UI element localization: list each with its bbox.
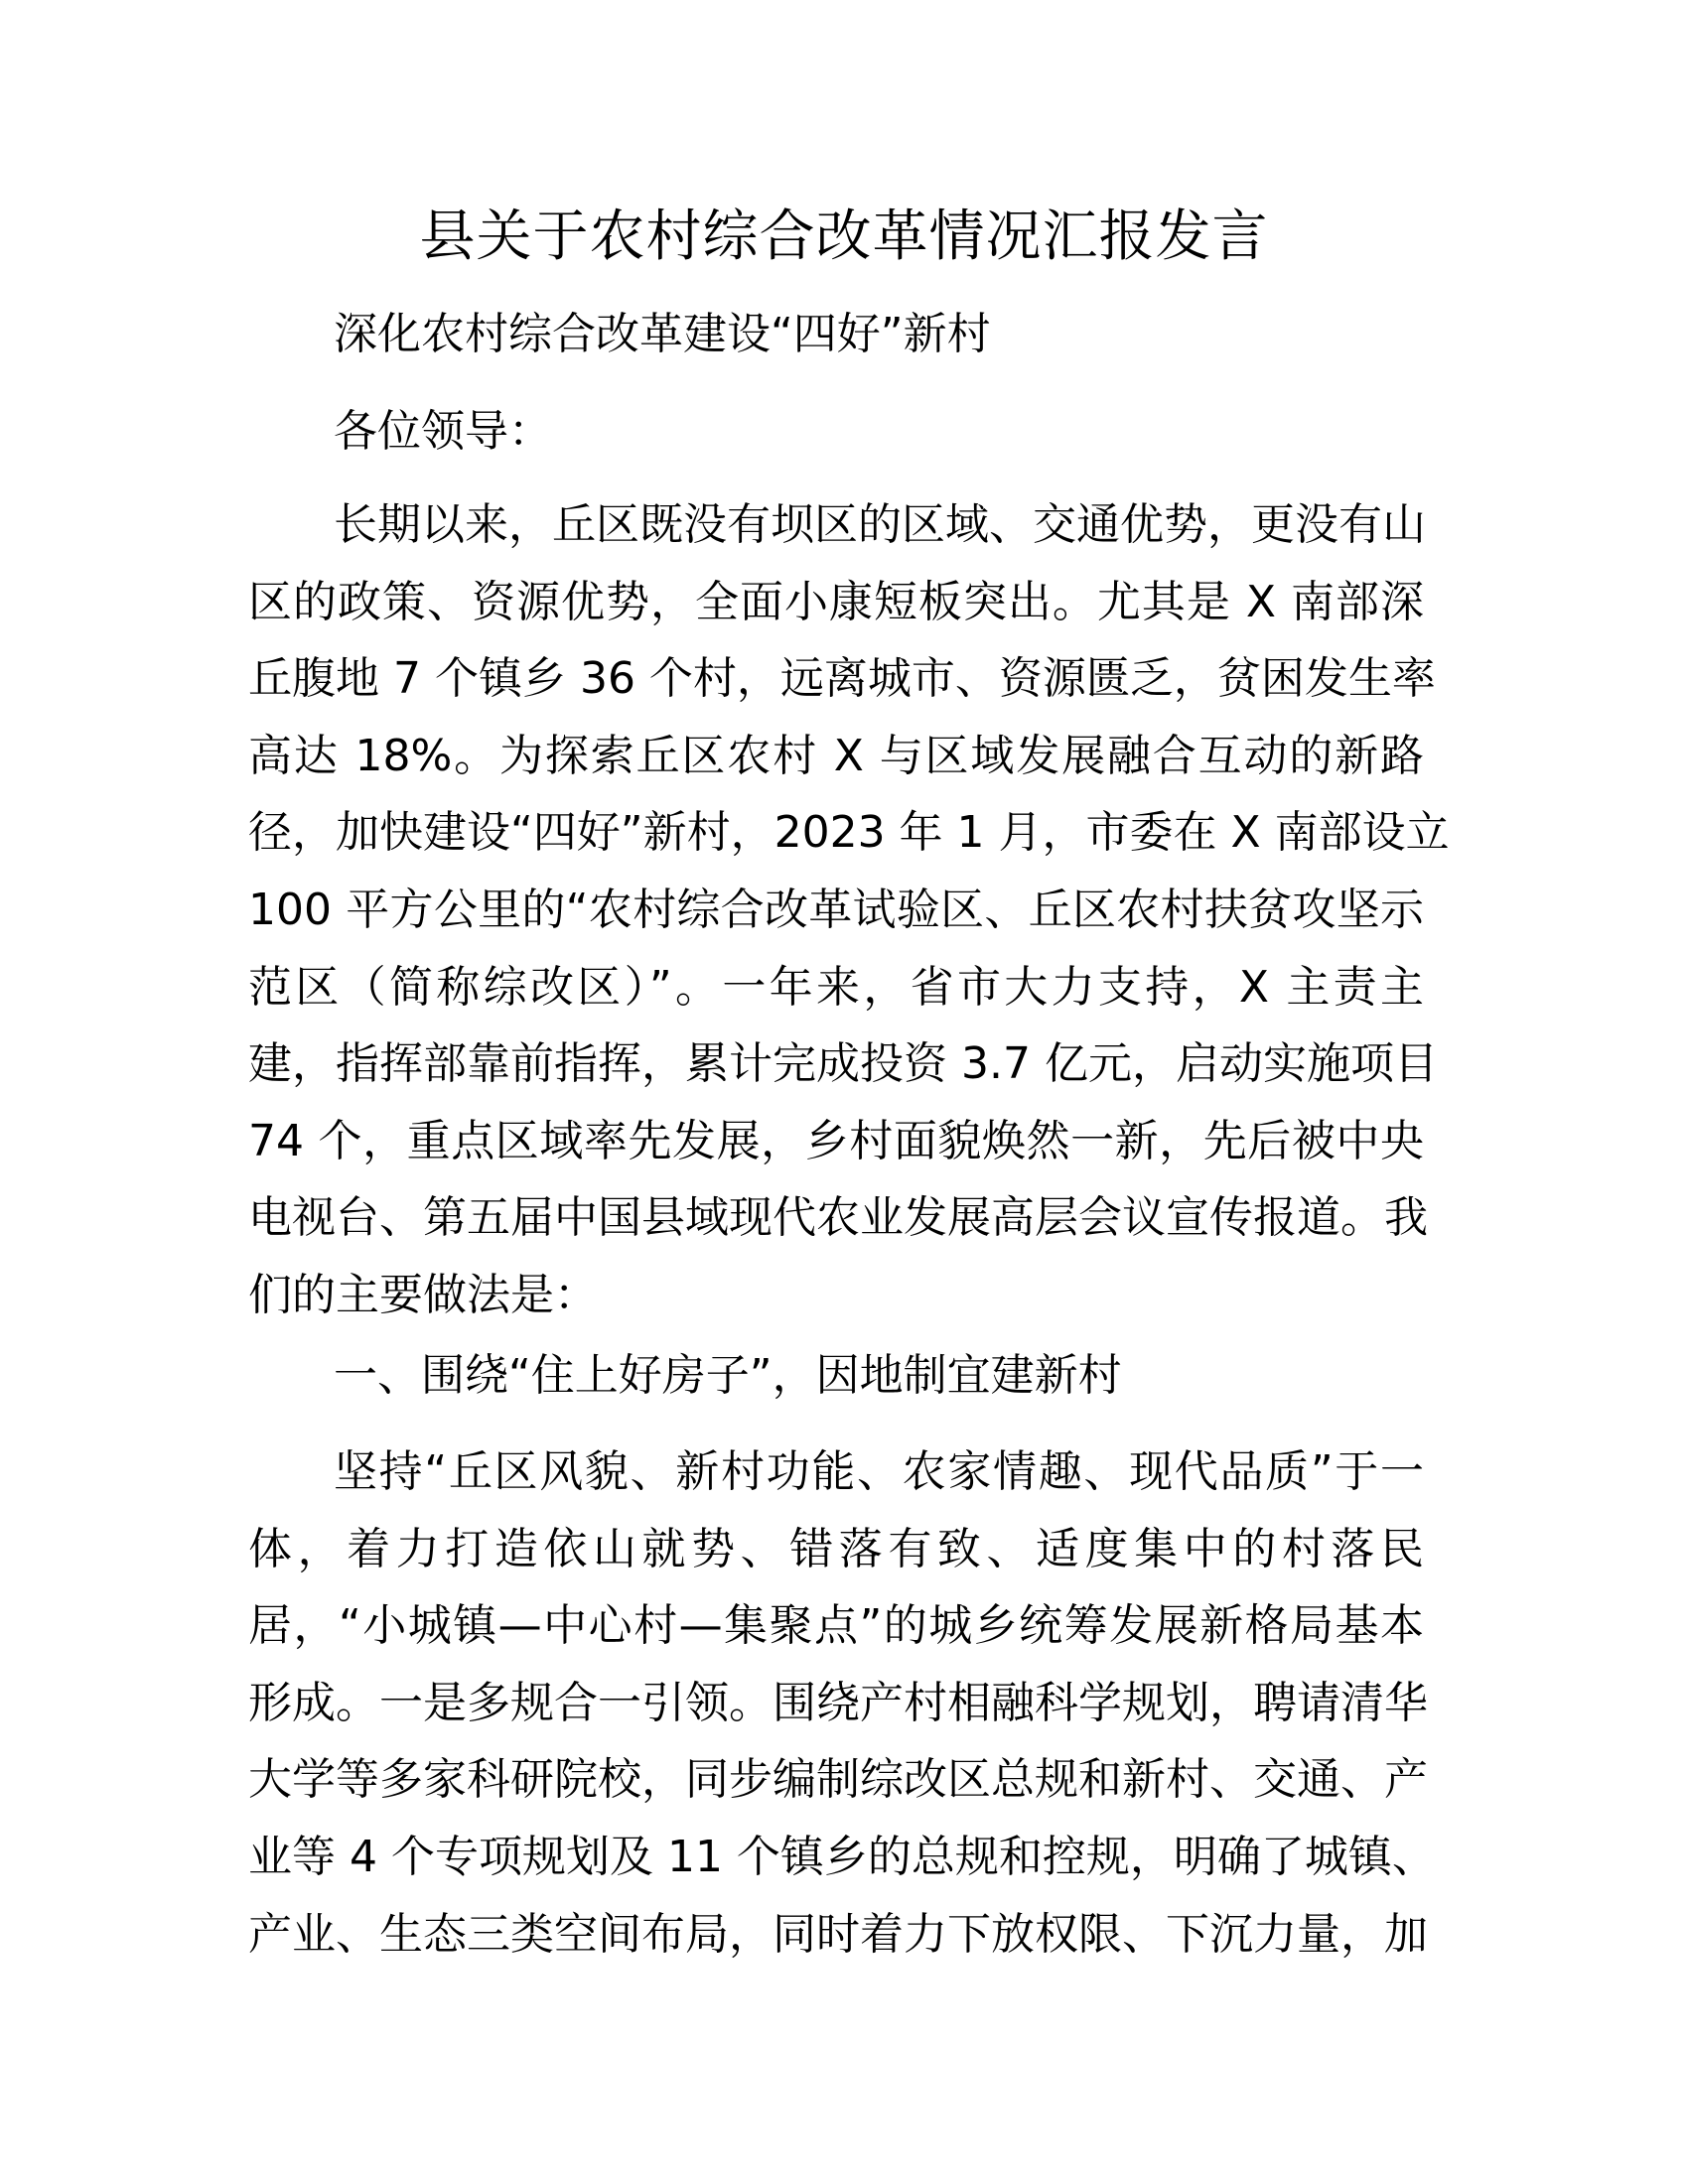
paragraph-line: 100 平方公里的“农村综合改革试验区、丘区农村扶贫攻坚示: [248, 884, 1424, 935]
paragraph-line: 居，“小城镇—中心村—集聚点”的城乡统筹发展新格局基本: [248, 1600, 1424, 1652]
paragraph-line: 径，加快建设“四好”新村，2023 年 1 月，市委在 X 南部设立: [248, 807, 1450, 859]
paragraph-line: 范区（简称综改区）”。一年来，省市大力支持，X 主责主: [248, 961, 1424, 1013]
subtitle-block: [248, 296, 1424, 373]
paragraph-line: 长期以来，丘区既没有坝区的区域、交通优势，更没有山: [334, 499, 1426, 550]
document-title: 县关于农村综合改革情况汇报发言: [419, 205, 1269, 269]
salutation-block: [248, 393, 1424, 471]
section-heading: 一、围绕“住上好房子”，因地制宜建新村: [334, 1350, 1122, 1401]
paragraph-line: 区的政策、资源优势，全面小康短板突出。尤其是 X 南部深: [248, 576, 1424, 627]
paragraph-line: 们的主要做法是：: [248, 1269, 598, 1320]
subtitle: 深化农村综合改革建设“四好”新村: [334, 309, 991, 359]
paragraph-line: 产业、生态三类空间布局，同时着力下放权限、下沉力量，加: [248, 1908, 1428, 1960]
paragraph-section1: [248, 1433, 1436, 1973]
paragraph-intro: [248, 486, 1450, 1334]
paragraph-line: 高达 18%。为探索丘区农村 X 与区域发展融合互动的新路: [248, 730, 1424, 781]
paragraph-line: 体，着力打造依山就势、错落有致、适度集中的村落民: [248, 1523, 1424, 1574]
paragraph-line: 建，指挥部靠前指挥，累计完成投资 3.7 亿元，启动实施项目: [248, 1038, 1438, 1090]
salutation: 各位领导：: [334, 406, 552, 457]
section-heading-block: [248, 1337, 1424, 1415]
paragraph-line: 74 个，重点区域率先发展，乡村面貌焕然一新，先后被中央: [248, 1115, 1424, 1166]
paragraph-line: 电视台、第五届中国县域现代农业发展高层会议宣传报道。我: [248, 1192, 1428, 1244]
paragraph-line: 丘腹地 7 个镇乡 36 个村，远离城市、资源匮乏，贫困发生率: [248, 653, 1436, 705]
paragraph-line: 坚持“丘区风貌、新村功能、农家情趣、现代品质”于一: [334, 1446, 1424, 1497]
paragraph-line: 大学等多家科研院校，同步编制综改区总规和新村、交通、产: [248, 1754, 1428, 1806]
paragraph-line: 业等 4 个专项规划及 11 个镇乡的总规和控规，明确了城镇、: [248, 1831, 1436, 1882]
paragraph-line: 形成。一是多规合一引领。围绕产村相融科学规划，聘请清华: [248, 1677, 1428, 1728]
